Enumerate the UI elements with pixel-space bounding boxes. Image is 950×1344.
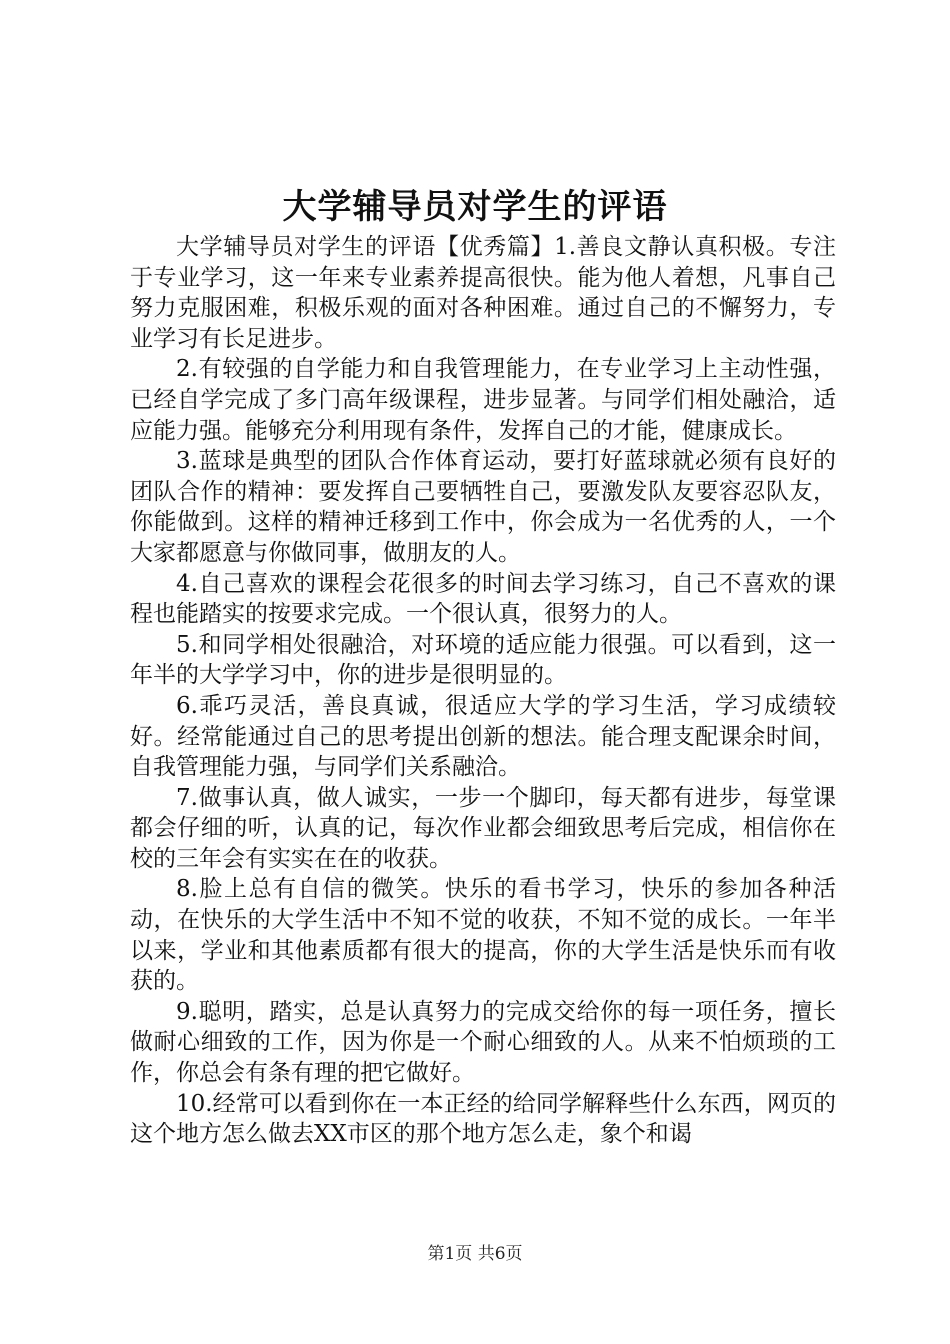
paragraph: 5.和同学相处很融洽，对环境的适应能力很强。可以看到，这一年半的大学学习中，你的进步是很明显的。 bbox=[130, 631, 836, 689]
paragraph: 4.自己喜欢的课程会花很多的时间去学习练习，自己不喜欢的课程也能踏实的按要求完成。一个很认真，很努力的人。 bbox=[130, 570, 836, 628]
paragraph: 8.脸上总有自信的微笑。快乐的看书学习，快乐的参加各种活动，在快乐的大学生活中不知不觉的收获，不知不觉的成长。一年半以来，学业和其他素质都有很大的提高，你的大学生活是快乐而有收获的。 bbox=[130, 876, 836, 995]
paragraph: 3.蓝球是典型的团队合作体育运动，要打好蓝球就必须有良好的团队合作的精神：要发挥自己要牺牲自己，要激发队友要容忍队友，你能做到。这样的精神迁移到工作中，你会成为一名优秀的人，一个大家都愿意与你做同事，做朋友的人。 bbox=[130, 448, 836, 566]
paragraph: 大学辅导员对学生的评语【优秀篇】1.善良文静认真积极。专注于专业学习，这一年来专业素养提高很快。能为他人着想，凡事自己努力克服困难，积极乐观的面对各种困难。通过自己的不懈努力，专业学习有长足进步。 bbox=[130, 234, 836, 352]
paragraph: 10.经常可以看到你在一本正经的给同学解释些什么东西，网页的这个地方怎么做去XX市区的那个地方怎么走，象个和谒 bbox=[130, 1090, 836, 1148]
page-footer: 第1页 共6页 bbox=[427, 1244, 523, 1264]
paragraph: 2.有较强的自学能力和自我管理能力，在专业学习上主动性强，已经自学完成了多门高年级课程，进步显著。与同学们相处融洽，适应能力强。能够充分利用现有条件，发挥自己的才能，健康成长。 bbox=[130, 356, 836, 444]
document-title: 大学辅导员对学生的评语 bbox=[282, 187, 668, 227]
paragraph: 7.做事认真，做人诚实，一步一个脚印，每天都有进步，每堂课都会仔细的听，认真的记，每次作业都会细致思考后完成，相信你在校的三年会有实实在在的收获。 bbox=[130, 784, 836, 872]
paragraph: 9.聪明，踏实，总是认真努力的完成交给你的每一项任务，擅长做耐心细致的工作，因为你是一个耐心细致的人。从来不怕烦琐的工作，你总会有条有理的把它做好。 bbox=[130, 998, 836, 1087]
paragraph: 6.乖巧灵活，善良真诚，很适应大学的学习生活，学习成绩较好。经常能通过自己的思考提出创新的想法。能合理支配课余时间，自我管理能力强，与同学们关系融洽。 bbox=[130, 692, 836, 781]
document-body bbox=[130, 232, 836, 1150]
